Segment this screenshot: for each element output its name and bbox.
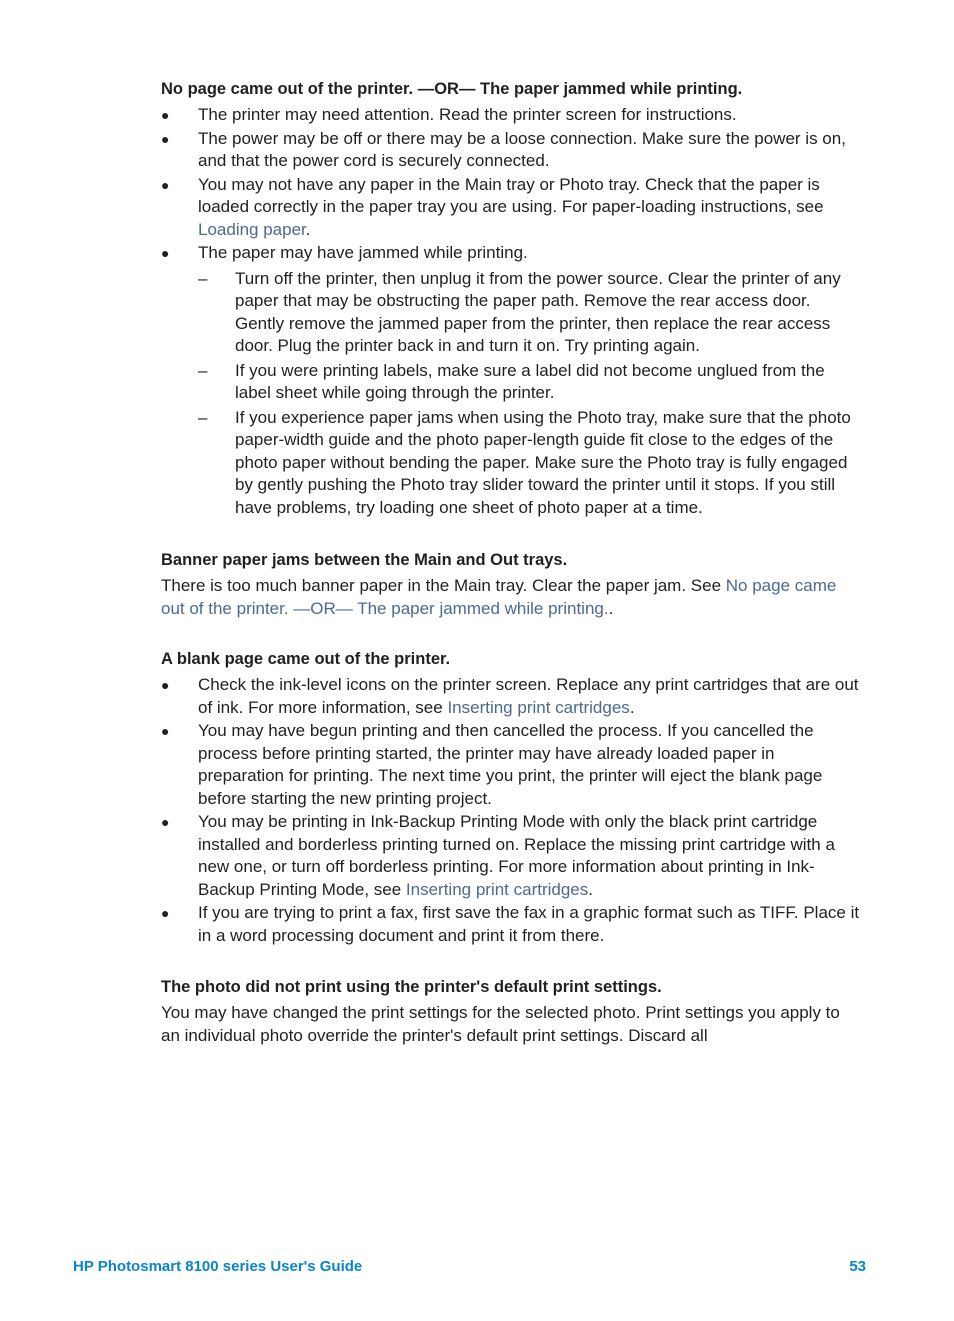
section-heading: The photo did not print using the printer's default print settings. bbox=[161, 978, 662, 996]
page-number: 53 bbox=[849, 1258, 866, 1275]
section-gap bbox=[161, 521, 861, 549]
list-item bbox=[161, 174, 861, 242]
item-text: The printer may need attention. Read the printer screen for instructions. bbox=[198, 105, 737, 124]
inserting-cartridges-link[interactable]: Inserting print cartridges bbox=[405, 879, 589, 899]
sub-list bbox=[198, 268, 861, 520]
bullet-icon: ● bbox=[161, 677, 170, 693]
item-text-end: . bbox=[588, 879, 594, 899]
list-item bbox=[161, 720, 861, 810]
item-text-end: . bbox=[305, 219, 311, 239]
sub-list-item bbox=[198, 360, 861, 405]
dash-icon: – bbox=[198, 360, 208, 380]
bullet-list bbox=[161, 674, 861, 947]
bullet-icon: ● bbox=[161, 245, 170, 261]
item-text: The paper may have jammed while printing. bbox=[198, 243, 528, 262]
section-heading: No page came out of the printer. —OR— The paper jammed while printing. bbox=[161, 80, 743, 98]
sub-item-text: If you were printing labels, make sure a label did not become unglued from the label sheet while going through the printer. bbox=[235, 360, 825, 402]
sub-item-text: Turn off the printer, then unplug it from the power source. Clear the printer of any paper that may be obstructing the paper path. Remove the rear access door. Gently remove the jammed paper from the printer, then replace the rear access door. Plug the printer back in and turn it on. Try printing again. bbox=[235, 268, 841, 355]
page-content bbox=[161, 78, 861, 1047]
dash-icon: – bbox=[198, 268, 208, 288]
item-text: If you are trying to print a fax, first save the fax in a graphic format such as TIFF. Place it in a word processing document and print it from there. bbox=[198, 903, 860, 945]
bullet-icon: ● bbox=[161, 107, 170, 123]
section-gap bbox=[161, 948, 861, 976]
item-text: You may be printing in Ink-Backup Printing Mode with only the black print cartridge installed and borderless printing turned on. Replace the missing print cartridge with a new one, or turn off borderless printing. For more information about printing in Ink-Backup Printing Mode, see bbox=[198, 812, 835, 899]
inserting-cartridges-link[interactable]: Inserting print cartridges bbox=[447, 697, 630, 717]
section-gap bbox=[161, 620, 861, 648]
paragraph bbox=[161, 575, 861, 620]
bullet-icon: ● bbox=[161, 905, 170, 921]
list-item bbox=[161, 104, 861, 127]
list-item bbox=[161, 242, 861, 519]
bullet-list bbox=[161, 104, 861, 519]
list-item bbox=[161, 811, 861, 901]
section-heading: A blank page came out of the printer. bbox=[161, 650, 451, 668]
bullet-icon: ● bbox=[161, 176, 170, 193]
item-text: You may have begun printing and then cancelled the process. If you cancelled the process before printing started, the printer may have already loaded paper in preparation for printing. The next time you print, the printer will eject the blank page before starting the new printing project. bbox=[198, 721, 823, 808]
no-page-link[interactable]: No page came out of the printer. —OR— The paper jammed while printing. bbox=[161, 576, 837, 618]
loading-paper-link[interactable]: Loading paper bbox=[198, 219, 306, 239]
sub-list-item bbox=[198, 268, 861, 358]
bullet-icon: ● bbox=[161, 130, 170, 147]
list-item bbox=[161, 902, 861, 947]
list-item bbox=[161, 128, 861, 173]
footer-title: HP Photosmart 8100 series User's Guide bbox=[73, 1258, 363, 1275]
item-text: Check the ink-level icons on the printer screen. Replace any print cartridges that are out of ink. For more information, see bbox=[198, 675, 859, 717]
item-text: You may not have any paper in the Main tray or Photo tray. Check that the paper is loaded correctly in the paper tray you are using. For paper-loading instructions, see bbox=[198, 174, 824, 216]
paragraph-text: There is too much banner paper in the Main tray. Clear the paper jam. See bbox=[161, 576, 726, 595]
section-heading: Banner paper jams between the Main and Out trays. bbox=[161, 551, 568, 569]
item-text-end: . bbox=[629, 697, 635, 717]
sub-list-item bbox=[198, 407, 861, 520]
sub-item-text: If you experience paper jams when using the Photo tray, make sure that the photo paper-width guide and the photo paper-length guide fit close to the edges of the photo paper without bending the paper. Make sure the Photo tray is fully engaged by gently pushing the Photo tray slider toward the printer until it stops. If you still have problems, try loading one sheet of photo paper at a time. bbox=[235, 407, 851, 517]
paragraph bbox=[161, 1002, 861, 1047]
bullet-icon: ● bbox=[161, 723, 170, 739]
item-text: The power may be off or there may be a loose connection. Make sure the power is on, and that the power cord is securely connected. bbox=[198, 128, 846, 170]
paragraph-text: You may have changed the print settings for the selected photo. Print settings you apply to an individual photo override the printer's default print settings. Discard all bbox=[161, 1003, 840, 1045]
paragraph-text-end: . bbox=[608, 598, 614, 618]
list-item bbox=[161, 674, 861, 719]
bullet-icon: ● bbox=[161, 814, 170, 830]
dash-icon: – bbox=[198, 407, 208, 427]
